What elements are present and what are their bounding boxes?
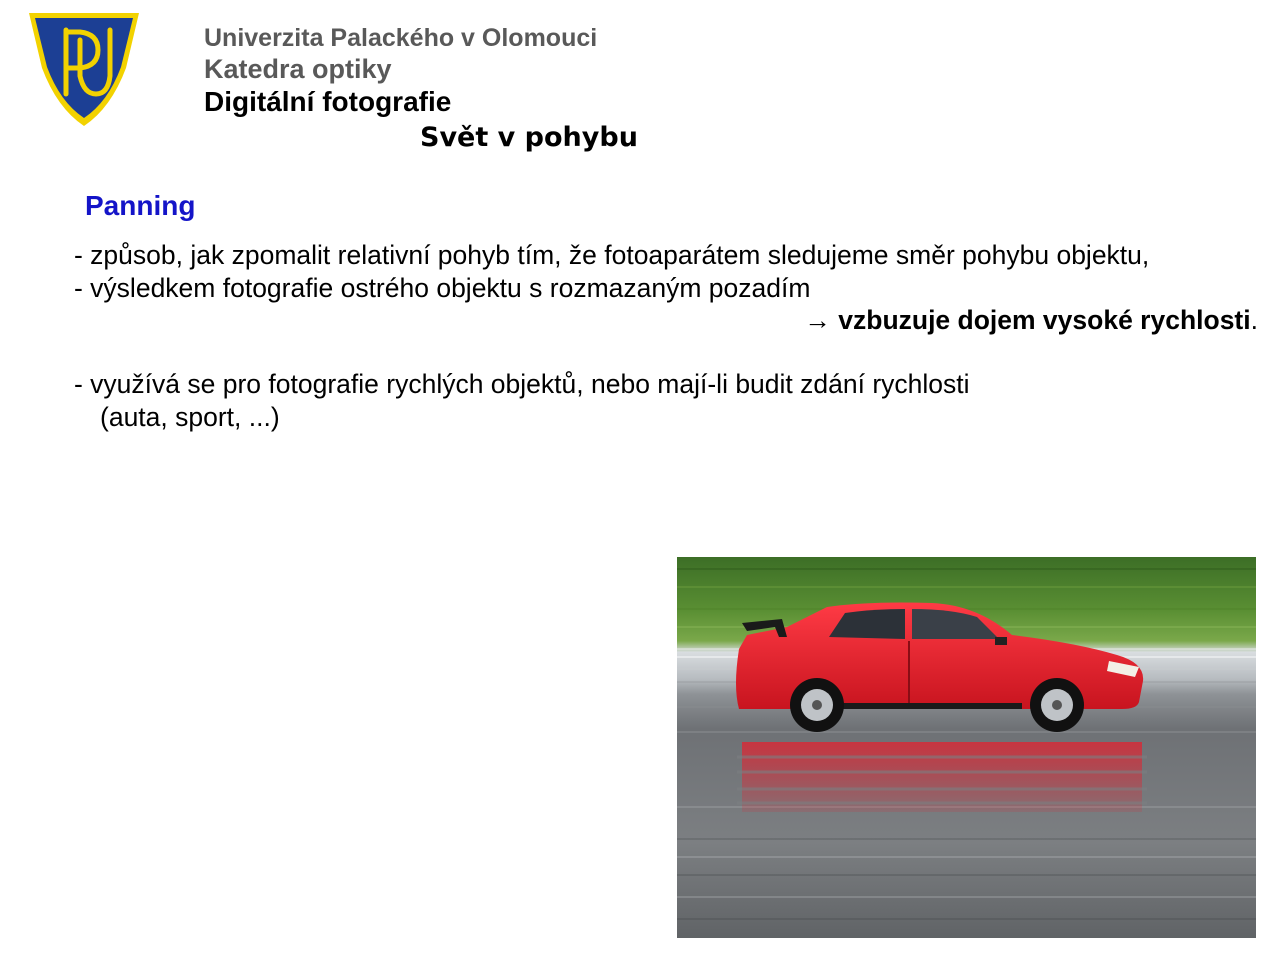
department-name: Katedra optiky xyxy=(204,54,392,84)
section-heading: Panning xyxy=(85,190,196,221)
usage-line: - využívá se pro fotografie rychlých objektů, nebo mají-li budit zdání rychlosti xyxy=(74,369,970,399)
bullet-item: - výsledkem fotografie ostrého objektu s rozmazaným pozadím xyxy=(74,273,811,303)
conclusion-period: . xyxy=(1250,305,1258,335)
usage-examples: (auta, sport, ...) xyxy=(100,402,280,432)
conclusion-text: vzbuzuje dojem vysoké rychlosti xyxy=(838,305,1251,335)
university-logo-icon xyxy=(26,10,142,128)
arrow-glyph: → xyxy=(804,305,839,335)
slide-title: Svět v pohybu xyxy=(420,122,638,153)
course-name: Digitální fotografie xyxy=(204,86,452,117)
university-name: Univerzita Palackého v Olomouci xyxy=(204,24,598,52)
bullet-item: - způsob, jak zpomalit relativní pohyb tím, že fotoaparátem sledujeme směr pohybu objektu, xyxy=(74,240,1150,270)
car-panning-photo xyxy=(677,557,1256,938)
conclusion-line xyxy=(804,305,1258,336)
